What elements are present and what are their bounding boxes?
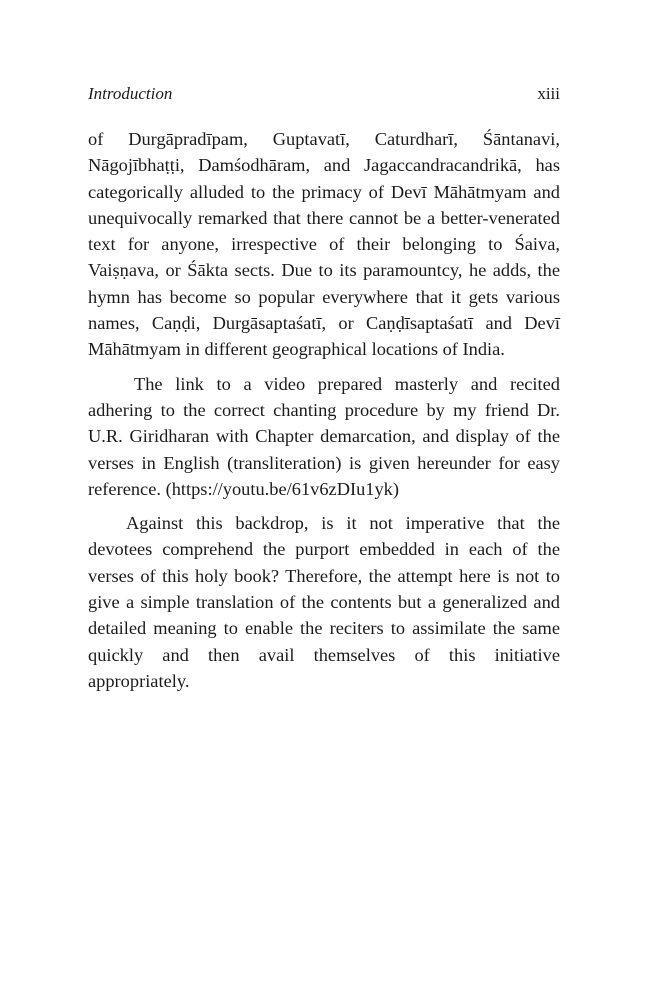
running-header	[88, 82, 560, 106]
body-text	[88, 126, 560, 702]
page-number: xiii	[537, 84, 560, 103]
section-title: Introduction	[88, 84, 173, 103]
paragraph-video-link: The link to a video prepared masterly and recited adhering to the correct chanting procedure by my friend Dr. U.R. Giridharan with Chapter demarcation, and display of the verses in English (transliteration) is given hereunder for easy reference. (https://youtu.be/61v6zDIu1yk)	[88, 373, 560, 499]
paragraph-continued: of Durgāpradīpam, Guptavatī, Caturdharī, Śāntanavi, Nāgojībhaṭṭi, Damśodhāram, and Jagaccandracandrikā, has categorically alluded to the primacy of Devī Māhātmyam and unequivocally remarked that there cannot be a better-venerated text for anyone, irrespective of their belonging to Śaiva, Vaiṣṇava, or Śākta sects. Due to its paramountcy, he adds, the hymn has become so popular everywhere that it gets various names, Caṇḍi, Durgāsaptaśatī, or Caṇḍīsaptaśatī and Devī Māhātmyam in different geographical locations of India.	[88, 129, 560, 360]
paragraph-backdrop: Against this backdrop, is it not imperative that the devotees comprehend the purport embedded in each of the verses of this holy book? Therefore, the attempt here is not to give a simple translation of the contents but a generalized and detailed meaning to enable the reciters to assimilate the same quickly and then avail themselves of this initiative appropriately.	[88, 513, 560, 691]
